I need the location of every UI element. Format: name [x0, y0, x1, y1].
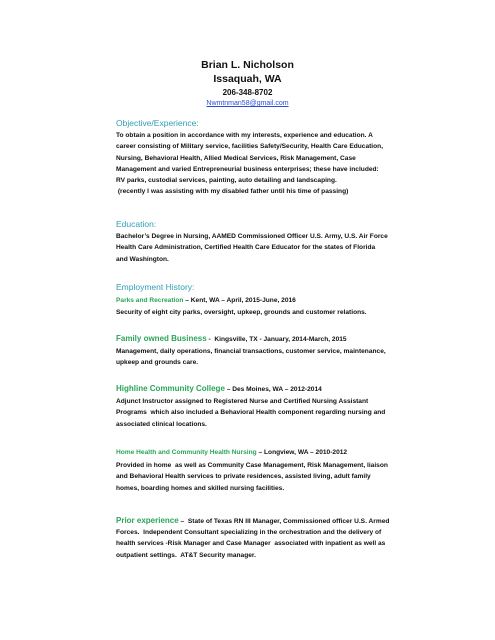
job-title-line: [116, 447, 446, 458]
candidate-name: Brian L. Nicholson: [201, 59, 294, 71]
education-line: Health Care Administration, Certified Health Care Educator for the states of Florida: [116, 244, 376, 252]
objective-line: RV parks, custodial services, painting, auto detailing and landscaping.: [116, 177, 337, 185]
education-text: [116, 231, 441, 265]
candidate-phone: 206-348-8702: [222, 88, 273, 97]
job-description: [116, 307, 441, 318]
job-employer: Prior experience: [116, 516, 179, 525]
job-employer: Parks and Recreation: [116, 297, 184, 304]
objective-heading: Objective/Experience:: [116, 118, 199, 128]
job-line: associated clinical locations.: [116, 420, 207, 428]
education-heading: Education:: [116, 219, 157, 229]
job-employer: Home Health and Community Health Nursing: [116, 449, 257, 456]
job-line: and Behavioral Health services to private residences, assisted living, adult family: [116, 473, 371, 481]
job-details: – Longview, WA – 2010-2012: [256, 449, 348, 456]
job-title-line: [116, 515, 446, 527]
job-employer: Highline Community College: [116, 384, 225, 393]
job-details: – Des Moines, WA – 2012-2014: [224, 386, 322, 393]
objective-line: (recently I was assisting with my disabled father until his time of passing): [116, 188, 349, 196]
job-description: [116, 460, 441, 494]
job-line: Forces. Independent Consultant specializing in the orchestration and the delivery of: [116, 529, 382, 536]
job-description: [116, 396, 441, 430]
employment-heading: Employment History:: [116, 282, 195, 292]
job-details: - Kingsville, TX - January, 2014-March, 2015: [206, 336, 347, 343]
job-line: Provided in home as well as Community Case Management, Risk Management, liaison: [116, 462, 388, 469]
job-title-line: [116, 333, 446, 345]
objective-line: Nursing, Behavioral Health, Allied Medical Services, Risk Management, Case: [116, 154, 356, 162]
job-line: Adjunct Instructor assigned to Registered Nurse and Certified Nursing Assistant: [116, 398, 369, 405]
objective-text: [116, 130, 441, 198]
job-line: outpatient settings. AT&T Security manager.: [116, 551, 256, 559]
job-title-line: [116, 295, 446, 306]
education-line: Bachelor’s Degree in Nursing, AAMED Commissioned Officer U.S. Army, U.S. Air Force: [116, 233, 388, 240]
job-details: – State of Texas RN III Manager, Commissioned officer U.S. Armed: [178, 518, 390, 525]
job-title-line: [116, 383, 446, 395]
job-line: health services -Risk Manager and Case Manager associated with inpatient as well as: [116, 540, 386, 548]
job-line: Security of eight city parks, oversight, upkeep, grounds and customer relations.: [116, 309, 367, 316]
job-employer: Family owned Business: [116, 334, 207, 343]
candidate-location: Issaquah, WA: [213, 73, 282, 85]
job-description: [116, 346, 441, 369]
job-line: Management, daily operations, financial transactions, customer service, maintenance,: [116, 348, 386, 355]
objective-line: career consisting of Military service, facilities Safety/Security, Health Care Education,: [116, 143, 384, 151]
objective-line: To obtain a position in accordance with my interests, experience and education. A: [116, 132, 373, 139]
job-line: homes, boarding homes and skilled nursing facilities.: [116, 484, 285, 492]
candidate-email-link[interactable]: Nwmtnman58@gmail.com: [206, 100, 289, 107]
education-line: and Washington.: [116, 255, 169, 263]
job-line: Programs which also included a Behavioral Health component regarding nursing and: [116, 409, 386, 417]
objective-line: Management and varied Entrepreneurial business enterprises; these have included:: [116, 165, 379, 173]
job-details: – Kent, WA – April, 2015-June, 2016: [183, 297, 296, 304]
job-description: [116, 527, 441, 561]
resume-header: [0, 58, 495, 109]
job-line: upkeep and grounds care.: [116, 359, 199, 367]
